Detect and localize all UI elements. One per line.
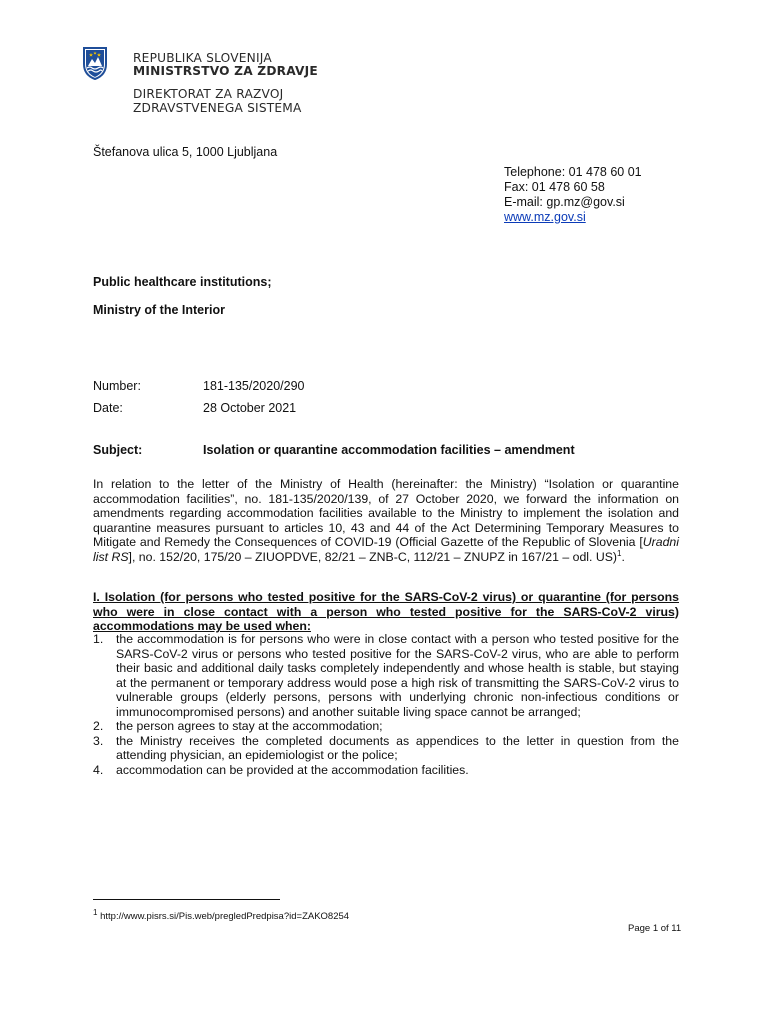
recipient-healthcare: Public healthcare institutions; (93, 275, 272, 289)
contact-email: E-mail: gp.mz@gov.si (504, 195, 625, 209)
list-item (93, 632, 679, 719)
intro-paragraph (93, 477, 679, 564)
intro-text-3: . (621, 549, 625, 564)
website-link[interactable]: www.mz.gov.si (504, 210, 586, 224)
coat-of-arms-icon (82, 46, 108, 80)
list-item-number: 1. (93, 632, 104, 646)
letterhead-ministry: MINISTRSTVO ZA ZDRAVJE (133, 64, 318, 78)
footnote (93, 907, 350, 922)
contact-block (504, 165, 642, 225)
sender-address: Štefanova ulica 5, 1000 Ljubljana (93, 145, 278, 159)
subject-label: Subject: (93, 443, 143, 457)
letterhead-directorate-2: ZDRAVSTVENEGA SISTEMA (133, 101, 302, 115)
footnote-link[interactable]: http://www.pisrs.si/Pis.web/pregledPredpisa?id=ZAKO8254 (100, 911, 350, 922)
list-item-number: 3. (93, 733, 104, 748)
contact-fax: Fax: 01 478 60 58 (504, 180, 605, 194)
date-value: 28 October 2021 (203, 401, 297, 415)
subject-value: Isolation or quarantine accommodation facilities – amendment (203, 443, 575, 457)
contact-telephone: Telephone: 01 478 60 01 (504, 165, 642, 179)
list-item (93, 763, 679, 778)
page-number: Page 1 of 11 (628, 923, 682, 934)
intro-text-1: In relation to the letter of the Ministry of Health (hereinafter: the Ministry) “Isolation or quarantine accommodation facilities”, no. 181-135/2020/139, of 27 October 2020, we forward the information on amendments regarding accommodation facilities available to the Ministry to implement the isolation and quarantine measures pursuant to articles 10, 43 and 44 of the Act Determining Temporary Measures to Mitigate and Remedy the Consequences of COVID-19 (Official Gazette of the Republic of Slovenia [ (93, 477, 679, 549)
intro-italic: Uradni list RS (93, 535, 679, 564)
footnote-marker: 1 (93, 907, 98, 917)
list-item-text: accommodation can be provided at the accommodation facilities. (116, 762, 469, 777)
section-heading: I. Isolation (for persons who tested positive for the SARS-CoV-2 virus) or quarantine (for persons who were in close contact with a person who tested positive for the SARS-CoV-2 virus) accommodations may be used when: (93, 590, 679, 633)
letterhead-directorate: DIREKTORAT ZA RAZVOJ (133, 87, 284, 101)
number-label: Number: (93, 379, 141, 393)
letterhead-republic: REPUBLIKA SLOVENIJA (133, 51, 272, 65)
conditions-list (93, 632, 679, 777)
intro-text-2: ], no. 152/20, 175/20 – ZIUOPDVE, 82/21 – ZNB-C, 112/21 – ZNUPZ in 167/21 – odl. US) (128, 549, 618, 564)
number-value: 181-135/2020/290 (203, 379, 305, 393)
list-item (93, 734, 679, 763)
footnote-ref: 1 (617, 548, 622, 558)
list-item-number: 4. (93, 762, 104, 777)
recipient-interior: Ministry of the Interior (93, 303, 225, 317)
list-item-text: the person agrees to stay at the accommodation; (116, 719, 383, 733)
date-label: Date: (93, 401, 123, 415)
footnote-divider (93, 899, 280, 900)
list-item-text: the Ministry receives the completed documents as appendices to the letter in question from the attending physician, an epidemiologist or the police; (116, 733, 679, 762)
list-item-text: the accommodation is for persons who were in close contact with a person who tested positive for the SARS-CoV-2 virus or persons who tested positive for the SARS-CoV-2 virus, who are able to perform their basic and additional daily tasks completely independently and whose health is stable, but staying at the permanent or temporary address would pose a high risk of transmitting the SARS-CoV-2 virus to vulnerable groups (elderly persons, persons with underlying chronic non-infectious conditions or immunocompromised persons) and another suitable living space cannot be arranged; (116, 632, 679, 719)
list-item-number: 2. (93, 719, 104, 733)
list-item (93, 719, 679, 734)
